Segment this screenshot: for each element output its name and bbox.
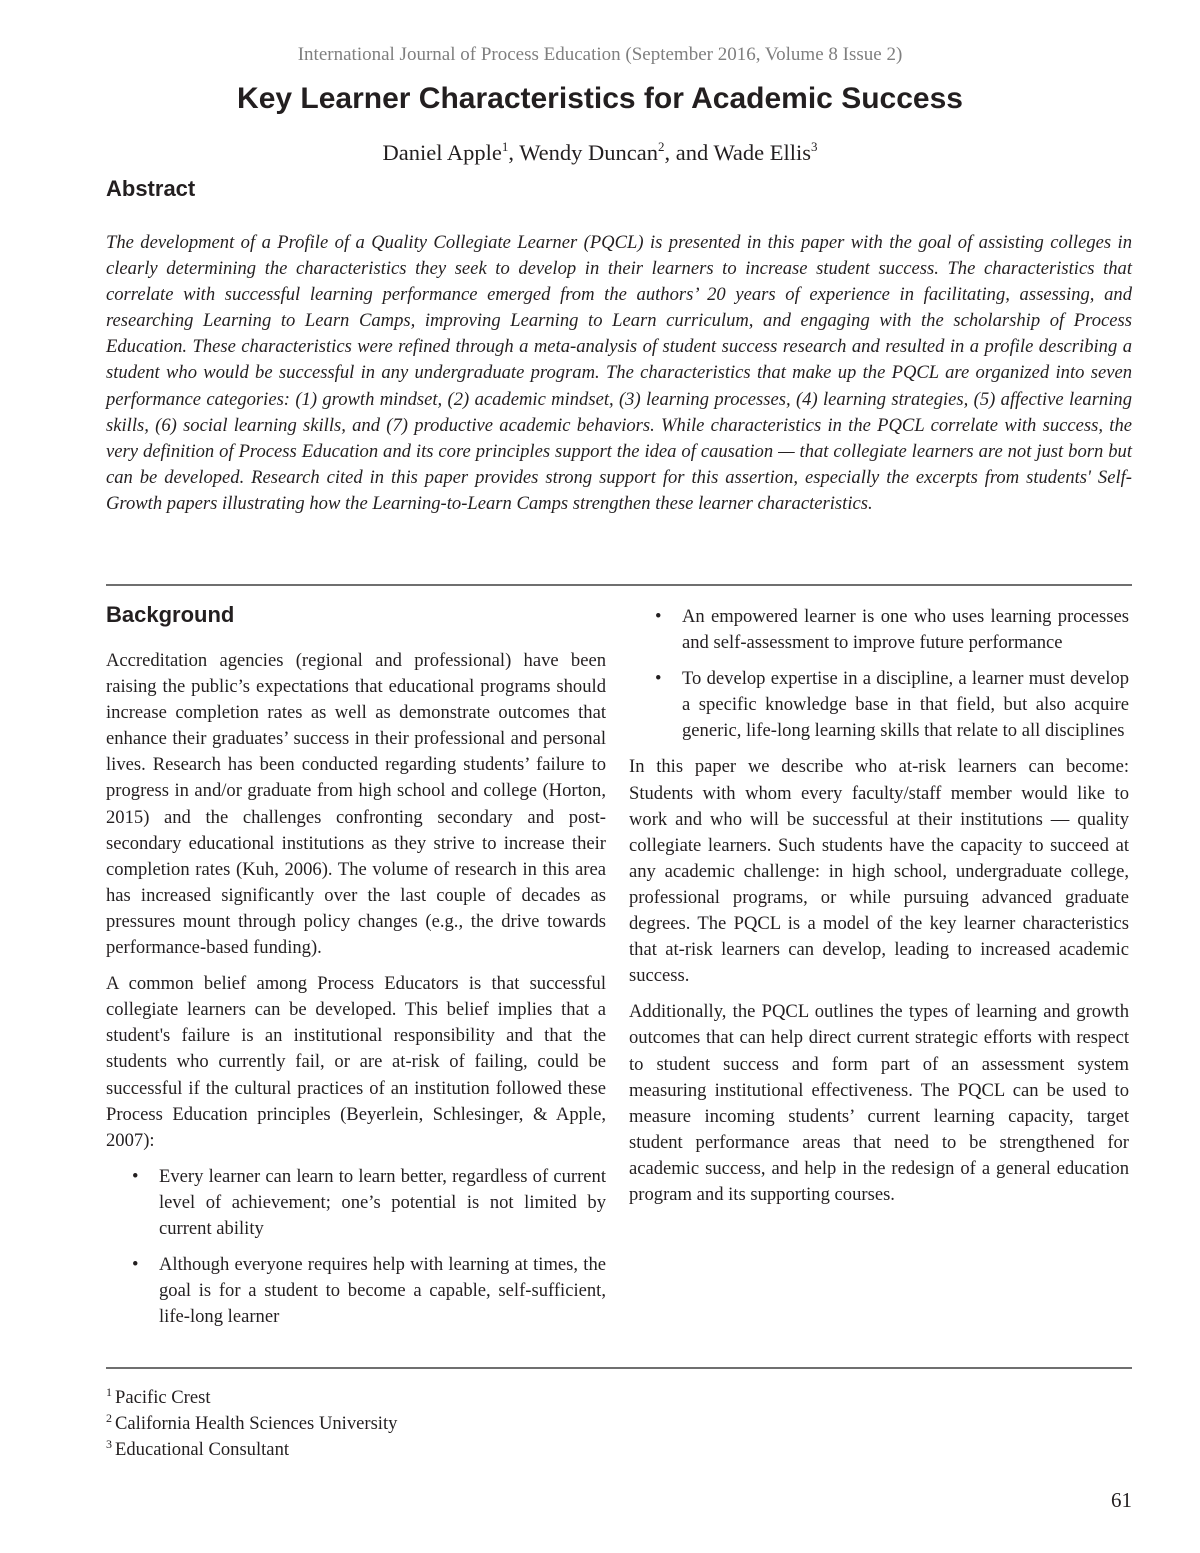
list-item-text: To develop expertise in a discipline, a learner must develop a specific knowledge base in that field, but also acquire generic, life-long learning skills that relate to all disciplines: [682, 668, 1129, 742]
footnote-marker: 1: [106, 1385, 112, 1399]
list-item-text: An empowered learner is one who uses learning processes and self-assessment to improve future performance: [682, 606, 1129, 654]
bullet-icon: •: [655, 606, 662, 627]
principles-list: [106, 1164, 606, 1331]
footnote-item: [106, 1385, 397, 1411]
list-item: [629, 604, 1129, 656]
author-name: Daniel Apple: [382, 140, 502, 165]
footnotes: [106, 1385, 397, 1463]
left-column: [106, 600, 606, 1340]
footnote-divider: [106, 1367, 1132, 1369]
author-affiliation-marker: 1: [501, 139, 509, 154]
list-item: [106, 1252, 606, 1330]
list-item-text: Every learner can learn to learn better, regardless of current level of achievement; one’s potential is not limited by current ability: [159, 1165, 606, 1239]
author-name: Wendy Duncan: [519, 140, 658, 165]
principles-list-continued: [629, 604, 1129, 744]
list-item-text: Although everyone requires help with learning at times, the goal is for a student to become a capable, self-sufficient, life-long learner: [159, 1254, 606, 1328]
body-paragraph: A common belief among Process Educators is that successful collegiate learners can be developed. This belief implies that a student's failure is an institutional responsibility and that the students who currently fail, or are at-risk of failing, could be successful if the cultural practices of an institution followed these Process Education principles (Beyerlein, Schlesinger, & Apple, 2007):: [106, 973, 606, 1151]
running-head: International Journal of Process Education (September 2016, Volume 8 Issue 2): [297, 44, 903, 65]
list-item: [629, 666, 1129, 744]
page-number: 61: [1111, 1488, 1132, 1512]
body-paragraph: Additionally, the PQCL outlines the types of learning and growth outcomes that can help direct current strategic efforts with respect to student success and form part of an assessment system measuring institutional effectiveness. The PQCL can be used to measure incoming students’ current learning capacity, target student performance areas that need to be strengthened for academic success, and help in the redesign of a general education program and its supporting courses.: [629, 1001, 1129, 1205]
footnote-marker: 3: [106, 1437, 112, 1451]
section-heading-background: Background: [106, 602, 235, 627]
abstract-heading: Abstract: [106, 176, 196, 201]
author-list: [0, 140, 1200, 166]
author-affiliation-marker: 3: [811, 139, 818, 154]
footnote-text: California Health Sciences University: [115, 1413, 398, 1434]
bullet-icon: •: [132, 1165, 139, 1187]
section-divider: [106, 584, 1132, 586]
body-paragraph: In this paper we describe who at-risk learners can become: Students with whom every faculty/staff member would like to work and who will be successful at their institutions — quality collegiate learners. Such students have the capacity to succeed at any academic challenge: in high school, undergraduate college, professional programs, or while pursuing advanced graduate degrees. The PQCL is a model of the key learner characteristics that at-risk learners can develop, leading to increased academic success.: [629, 756, 1129, 987]
list-item: [106, 1164, 606, 1242]
abstract-text: The development of a Profile of a Quality Collegiate Learner (PQCL) is presented in this paper with the goal of assisting colleges in clearly determining the characteristics they seek to develop in their learners to increase student success. The characteristics that correlate with successful learning performance emerged from the authors’ 20 years of experience in facilitating, assessing, and researching Learning to Learn Camps, improving Learning to Learn curriculum, and engaging with the scholarship of Process Education. These characteristics were refined through a meta-analysis of student success research and resulted in a profile describing a student who would be successful in any undergraduate program. The characteristics that make up the PQCL are organized into seven performance categories: (1) growth mindset, (2) academic mindset, (3) learning processes, (4) learning strategies, (5) affective learning skills, (6) social learning skills, and (7) productive academic behaviors. While characteristics in the PQCL correlate with success, the very definition of Process Education and its core principles support the idea of causation — that collegiate learners are not just born but can be developed. Research cited in this paper provides strong support for this assertion, especially the excerpts from students' Self-Growth papers illustrating how the Learning-to-Learn Camps strengthen these learner characteristics.: [106, 232, 1132, 514]
body-paragraph: Accreditation agencies (regional and professional) have been raising the public’s expectations that educational programs should increase completion rates as well as demonstrate outcomes that enhance their graduates’ success in their professional and personal lives. Research has been conducted regarding students’ failure to progress in and/or graduate from high school and college (Horton, 2015) and the challenges confronting secondary and post-secondary educational institutions as they strive to increase their completion rates (Kuh, 2006). The volume of research in this area has increased significantly over the last couple of decades as pressures mount through policy changes (e.g., the drive towards performance-based funding).: [106, 650, 606, 959]
footnote-item: [106, 1411, 397, 1437]
author-name: Wade Ellis: [713, 140, 811, 165]
author-separator: ,: [508, 140, 520, 165]
footnote-text: Pacific Crest: [115, 1387, 211, 1408]
bullet-icon: •: [132, 1254, 139, 1276]
footnote-item: [106, 1437, 397, 1463]
footnote-marker: 2: [106, 1411, 112, 1425]
bullet-icon: •: [655, 668, 662, 690]
paper-title: Key Learner Characteristics for Academic Success: [237, 82, 963, 115]
author-separator: , and: [664, 140, 714, 165]
footnote-text: Educational Consultant: [115, 1439, 290, 1460]
author-affiliation-marker: 2: [657, 139, 665, 154]
right-column: [629, 604, 1129, 1218]
